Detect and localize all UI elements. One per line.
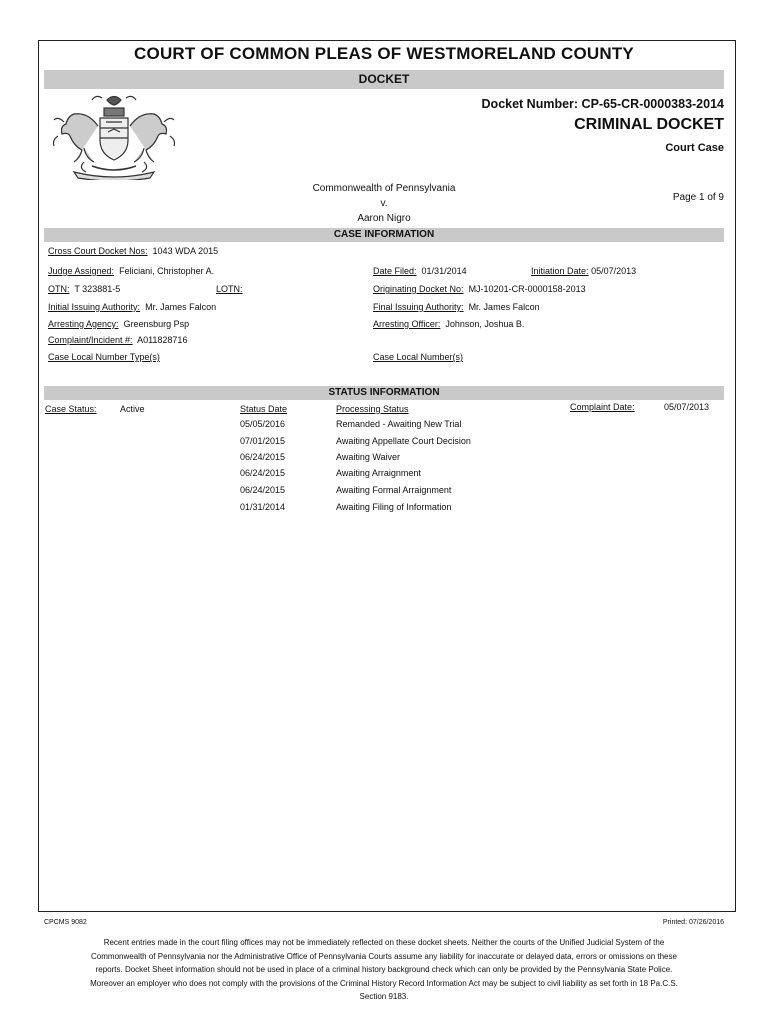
status-row <box>336 419 461 429</box>
complaint-value: A011828716 <box>137 335 188 345</box>
initiation-row <box>531 266 636 276</box>
final-authority-label: Final Issuing Authority: <box>373 302 464 312</box>
status-date: 07/01/2015 <box>240 436 286 446</box>
caption-defendant: Aaron Nigro <box>357 213 411 224</box>
arresting-agency-value: Greensburg Psp <box>123 319 190 329</box>
processing-status: Awaiting Arraignment <box>336 468 421 478</box>
orig-docket-label: Originating Docket No: <box>373 284 464 294</box>
processing-status-header: Processing Status <box>336 404 409 414</box>
status-row <box>240 452 285 462</box>
judge-row <box>48 266 214 276</box>
local-numbers-label: Case Local Number(s) <box>373 352 464 362</box>
processing-status: Awaiting Formal Arraignment <box>336 485 452 495</box>
page-info: Page 1 of 9 <box>672 192 724 203</box>
status-information-band: STATUS INFORMATION <box>44 386 724 400</box>
complaint-row <box>48 335 187 345</box>
processing-status: Awaiting Filing of Information <box>336 502 452 512</box>
case-kind: Court Case <box>665 142 724 154</box>
case-status-label: Case Status: <box>45 404 97 414</box>
cross-court-label: Cross Court Docket Nos: <box>48 246 148 256</box>
status-date: 01/31/2014 <box>240 502 286 512</box>
arresting-officer-label: Arresting Officer: <box>373 319 441 329</box>
docket-type: CRIMINAL DOCKET <box>574 116 724 133</box>
case-status-value: Active <box>120 404 145 414</box>
final-authority-row <box>373 302 540 312</box>
status-row <box>336 468 421 478</box>
cross-court-value: 1043 WDA 2015 <box>152 246 219 256</box>
status-row <box>336 452 400 462</box>
processing-status: Awaiting Waiver <box>336 452 401 462</box>
status-row <box>336 436 471 446</box>
status-date: 05/05/2016 <box>240 419 286 429</box>
caption-versus: v. <box>380 198 388 209</box>
arresting-officer-value: Johnson, Joshua B. <box>445 319 525 329</box>
pennsylvania-seal-icon <box>44 92 184 180</box>
lotn-label: LOTN: <box>216 284 243 294</box>
date-filed-value: 01/31/2014 <box>421 266 467 276</box>
printed-date: Printed: 07/26/2016 <box>662 919 724 926</box>
status-row <box>240 419 285 429</box>
initial-authority-label: Initial Issuing Authority: <box>48 302 141 312</box>
initiation-value: 05/07/2013 <box>591 266 637 276</box>
otn-value: T 323881-5 <box>74 284 121 294</box>
initial-authority-value: Mr. James Falcon <box>145 302 217 312</box>
docket-number: Docket Number: CP-65-CR-0000383-2014 <box>481 97 724 111</box>
disclaimer: Recent entries made in the court filing offices may not be immediately reflected on these docket sheets. Neither the courts of the Unified Judicial System of the Commonwealth of Pennsylvania nor the Administrative Office of Pennsylvania Courts assume any liability for inaccurate or delayed data, errors or omissions on these reports. Docket Sheet information should not be used in place of a criminal history background check which can only be provided by the Pennsylvania State Police. Moreover an employer who does not comply with the provisions of the Criminal History Record Information Act may be subject to civil liability as set forth in 18 Pa.C.S. Section 9183. <box>90 938 678 1002</box>
date-filed-label: Date Filed: <box>373 266 417 276</box>
court-title: COURT OF COMMON PLEAS OF WESTMORELAND COUNTY <box>134 44 634 63</box>
local-number-type-label: Case Local Number Type(s) <box>48 352 160 362</box>
judge-value: Feliciani, Christopher A. <box>119 266 215 276</box>
status-date: 06/24/2015 <box>240 468 286 478</box>
complaint-label: Complaint/Incident #: <box>48 335 133 345</box>
complaint-date-value: 05/07/2013 <box>664 402 710 412</box>
form-id: CPCMS 9082 <box>44 919 87 926</box>
arresting-agency-row <box>48 319 189 329</box>
otn-label: OTN: <box>48 284 70 294</box>
cross-court-row <box>48 246 218 256</box>
status-row <box>240 502 285 512</box>
otn-row <box>48 284 120 294</box>
judge-label: Judge Assigned: <box>48 266 115 276</box>
complaint-date-label: Complaint Date: <box>570 402 635 412</box>
initial-authority-row <box>48 302 216 312</box>
arresting-agency-label: Arresting Agency: <box>48 319 119 329</box>
status-row <box>240 468 285 478</box>
caption-plaintiff: Commonwealth of Pennsylvania <box>312 183 456 194</box>
status-row <box>240 485 285 495</box>
status-date-header: Status Date <box>240 404 288 414</box>
status-row <box>240 436 285 446</box>
lotn-row <box>216 284 243 294</box>
final-authority-value: Mr. James Falcon <box>468 302 540 312</box>
status-row <box>336 485 451 495</box>
date-filed-row <box>373 266 467 276</box>
arresting-officer-row <box>373 319 524 329</box>
orig-docket-row <box>373 284 586 294</box>
status-date: 06/24/2015 <box>240 452 286 462</box>
orig-docket-value: MJ-10201-CR-0000158-2013 <box>468 284 586 294</box>
status-row <box>336 502 451 512</box>
processing-status: Awaiting Appellate Court Decision <box>336 436 471 446</box>
docket-band: DOCKET <box>44 70 724 89</box>
status-date: 06/24/2015 <box>240 485 286 495</box>
initiation-label: Initiation Date: <box>531 266 589 276</box>
processing-status: Remanded - Awaiting New Trial <box>336 419 462 429</box>
case-information-band: CASE INFORMATION <box>44 228 724 242</box>
